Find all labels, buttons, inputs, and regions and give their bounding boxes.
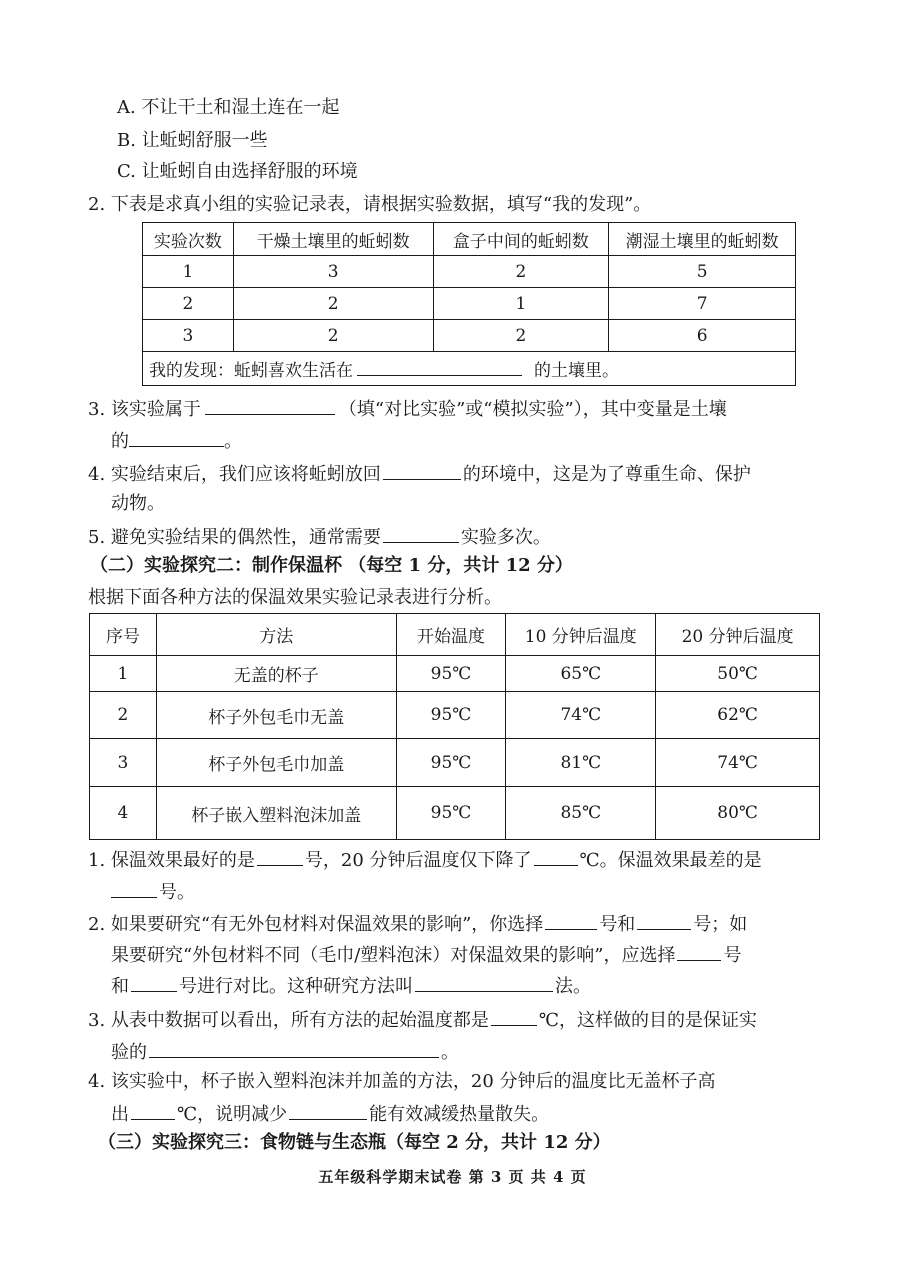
table-header: 实验次数 <box>143 223 234 256</box>
s2q3-text2: ℃，这样做的目的是保证实 <box>538 1010 758 1031</box>
q5-blank[interactable] <box>383 524 459 543</box>
s2-question-4-line2 <box>111 1101 549 1127</box>
table-cell: 95℃ <box>396 656 506 692</box>
table-cell: 2 <box>433 256 609 288</box>
table-header: 干燥土壤里的蚯蚓数 <box>233 223 433 256</box>
table-header: 10 分钟后温度 <box>506 614 656 656</box>
section-2-heading: （二）实验探究二：制作保温杯 （每空 1 分，共计 12 分） <box>90 555 573 576</box>
s2q1-text4: 号。 <box>159 882 195 903</box>
insulation-table <box>89 613 820 840</box>
s2-question-3-line2 <box>111 1039 459 1065</box>
s2q1-blank-2[interactable] <box>534 847 578 866</box>
table-row <box>143 320 796 352</box>
s2q2-blank-3[interactable] <box>677 942 721 961</box>
s2q2-text8: 法。 <box>555 976 591 997</box>
finding-suffix: 的土壤里。 <box>534 361 619 381</box>
table-cell: 4 <box>90 787 157 840</box>
q3-blank-1[interactable] <box>205 396 335 415</box>
question-3-line2 <box>111 428 242 454</box>
s2q2-blank-2[interactable] <box>637 911 691 930</box>
table-header: 方法 <box>156 614 396 656</box>
table-row <box>143 288 796 320</box>
s2q2-blank-5[interactable] <box>415 973 553 992</box>
s2q2-text2: 号和 <box>599 914 636 935</box>
s2q4-text2: 出 <box>111 1104 129 1125</box>
s2q4-blank-1[interactable] <box>131 1101 175 1120</box>
s2-question-2-line3 <box>111 973 591 999</box>
q3-text3: 的 <box>111 431 129 452</box>
s2q3-blank-2[interactable] <box>149 1039 439 1058</box>
table-cell: 50℃ <box>656 656 820 692</box>
table-cell: 6 <box>609 320 796 352</box>
table-cell: 3 <box>90 739 157 787</box>
table-cell: 5 <box>609 256 796 288</box>
table-cell: 1 <box>433 288 609 320</box>
earthworm-table <box>142 222 796 386</box>
s2q2-text4: 果要研究“外包材料不同（毛巾/塑料泡沫）对保温效果的影响”，应选择 <box>111 945 676 966</box>
s2-question-1-line2 <box>111 879 195 905</box>
page-footer: 五年级科学期末试卷 第 3 页 共 4 页 <box>318 1168 587 1186</box>
s2-question-3-line1 <box>88 1007 757 1033</box>
table-row <box>90 787 820 840</box>
table-row <box>90 656 820 692</box>
s2q1-blank-1[interactable] <box>257 847 303 866</box>
table-cell: 62℃ <box>656 692 820 739</box>
s2q1-text1: 1. 保温效果最好的是 <box>88 850 255 871</box>
table-header: 序号 <box>90 614 157 656</box>
q4-text2: 的环境中，这是为了尊重生命、保护 <box>462 464 751 485</box>
finding-row <box>143 352 796 386</box>
table-cell: 杯子外包毛巾无盖 <box>156 692 396 739</box>
table-cell: 2 <box>233 288 433 320</box>
table-header: 开始温度 <box>396 614 506 656</box>
section-2-intro: 根据下面各种方法的保温效果实验记录表进行分析。 <box>88 587 502 608</box>
question-4-line1 <box>88 461 751 487</box>
q3-blank-2[interactable] <box>129 428 224 447</box>
s2-question-1-line1 <box>88 847 762 873</box>
table-cell: 95℃ <box>396 692 506 739</box>
table-row <box>143 256 796 288</box>
table-header: 盒子中间的蚯蚓数 <box>433 223 609 256</box>
section-3-heading: （三）实验探究三：食物链与生态瓶（每空 2 分，共计 12 分） <box>98 1132 611 1153</box>
table-cell: 杯子嵌入塑料泡沫加盖 <box>156 787 396 840</box>
s2q4-blank-2[interactable] <box>289 1101 367 1120</box>
s2-question-2-line1 <box>88 911 747 937</box>
table-cell: 7 <box>609 288 796 320</box>
table-cell: 3 <box>143 320 234 352</box>
s2q2-blank-1[interactable] <box>545 911 597 930</box>
s2q4-text4: 能有效减缓热量散失。 <box>369 1104 550 1125</box>
s2q1-text3: ℃。保温效果最差的是 <box>579 850 762 871</box>
table-cell: 81℃ <box>506 739 656 787</box>
s2q2-text6: 和 <box>111 976 129 997</box>
table-cell: 2 <box>233 320 433 352</box>
table-cell: 95℃ <box>396 787 506 840</box>
s2q2-text7: 号进行对比。这种研究方法叫 <box>179 976 413 997</box>
table-header: 潮湿土壤里的蚯蚓数 <box>609 223 796 256</box>
q5-text2: 实验多次。 <box>460 527 551 548</box>
s2q2-text3: 号；如 <box>693 914 748 935</box>
s2q3-text4: 。 <box>441 1042 459 1063</box>
s2-question-4-line1: 4. 该实验中，杯子嵌入塑料泡沫并加盖的方法，20 分钟后的温度比无盖杯子高 <box>88 1071 716 1092</box>
finding-prefix: 我的发现：蚯蚓喜欢生活在 <box>149 361 353 381</box>
s2q3-text3: 验的 <box>111 1042 147 1063</box>
table-header: 20 分钟后温度 <box>656 614 820 656</box>
q4-blank[interactable] <box>383 461 461 480</box>
table-cell: 74℃ <box>656 739 820 787</box>
table-cell: 1 <box>90 656 157 692</box>
q3-text1: 3. 该实验属于 <box>88 399 201 420</box>
q4-text1: 4. 实验结束后，我们应该将蚯蚓放回 <box>88 464 381 485</box>
question-3-line1 <box>88 396 727 422</box>
table-cell: 2 <box>90 692 157 739</box>
q3-text2: （填“对比实验”或“模拟实验”），其中变量是土壤 <box>338 399 727 420</box>
s2q1-text2: 号，20 分钟后温度仅下降了 <box>304 850 532 871</box>
question-5 <box>88 524 551 550</box>
option-b: B. 让蚯蚓舒服一些 <box>117 130 268 151</box>
table-cell: 无盖的杯子 <box>156 656 396 692</box>
finding-blank[interactable] <box>357 357 522 376</box>
option-c: C. 让蚯蚓自由选择舒服的环境 <box>117 161 358 182</box>
s2q3-text1: 3. 从表中数据可以看出，所有方法的起始温度都是 <box>88 1010 489 1031</box>
question-2-stem: 2. 下表是求真小组的实验记录表，请根据实验数据，填写“我的发现”。 <box>88 194 652 215</box>
table-cell: 1 <box>143 256 234 288</box>
table-cell: 80℃ <box>656 787 820 840</box>
table-cell: 85℃ <box>506 787 656 840</box>
table-cell: 杯子外包毛巾加盖 <box>156 739 396 787</box>
q3-text4: 。 <box>224 431 242 452</box>
q5-text1: 5. 避免实验结果的偶然性，通常需要 <box>88 527 381 548</box>
table-row <box>90 692 820 739</box>
s2q2-blank-4[interactable] <box>131 973 177 992</box>
table-cell: 74℃ <box>506 692 656 739</box>
s2q1-blank-3[interactable] <box>111 879 157 898</box>
table-row <box>90 739 820 787</box>
option-a: A. 不让干土和湿土连在一起 <box>117 97 340 118</box>
s2q2-text1: 2. 如果要研究“有无外包材料对保温效果的影响”，你选择 <box>88 914 544 935</box>
s2q3-blank-1[interactable] <box>491 1007 537 1026</box>
s2q2-text5: 号 <box>723 945 742 966</box>
s2q4-text3: ℃，说明减少 <box>177 1104 288 1125</box>
table-cell: 95℃ <box>396 739 506 787</box>
table-cell: 2 <box>143 288 234 320</box>
table-cell: 65℃ <box>506 656 656 692</box>
table-cell: 3 <box>233 256 433 288</box>
question-4-line2: 动物。 <box>111 493 165 514</box>
s2-question-2-line2 <box>111 942 741 968</box>
table-cell: 2 <box>433 320 609 352</box>
